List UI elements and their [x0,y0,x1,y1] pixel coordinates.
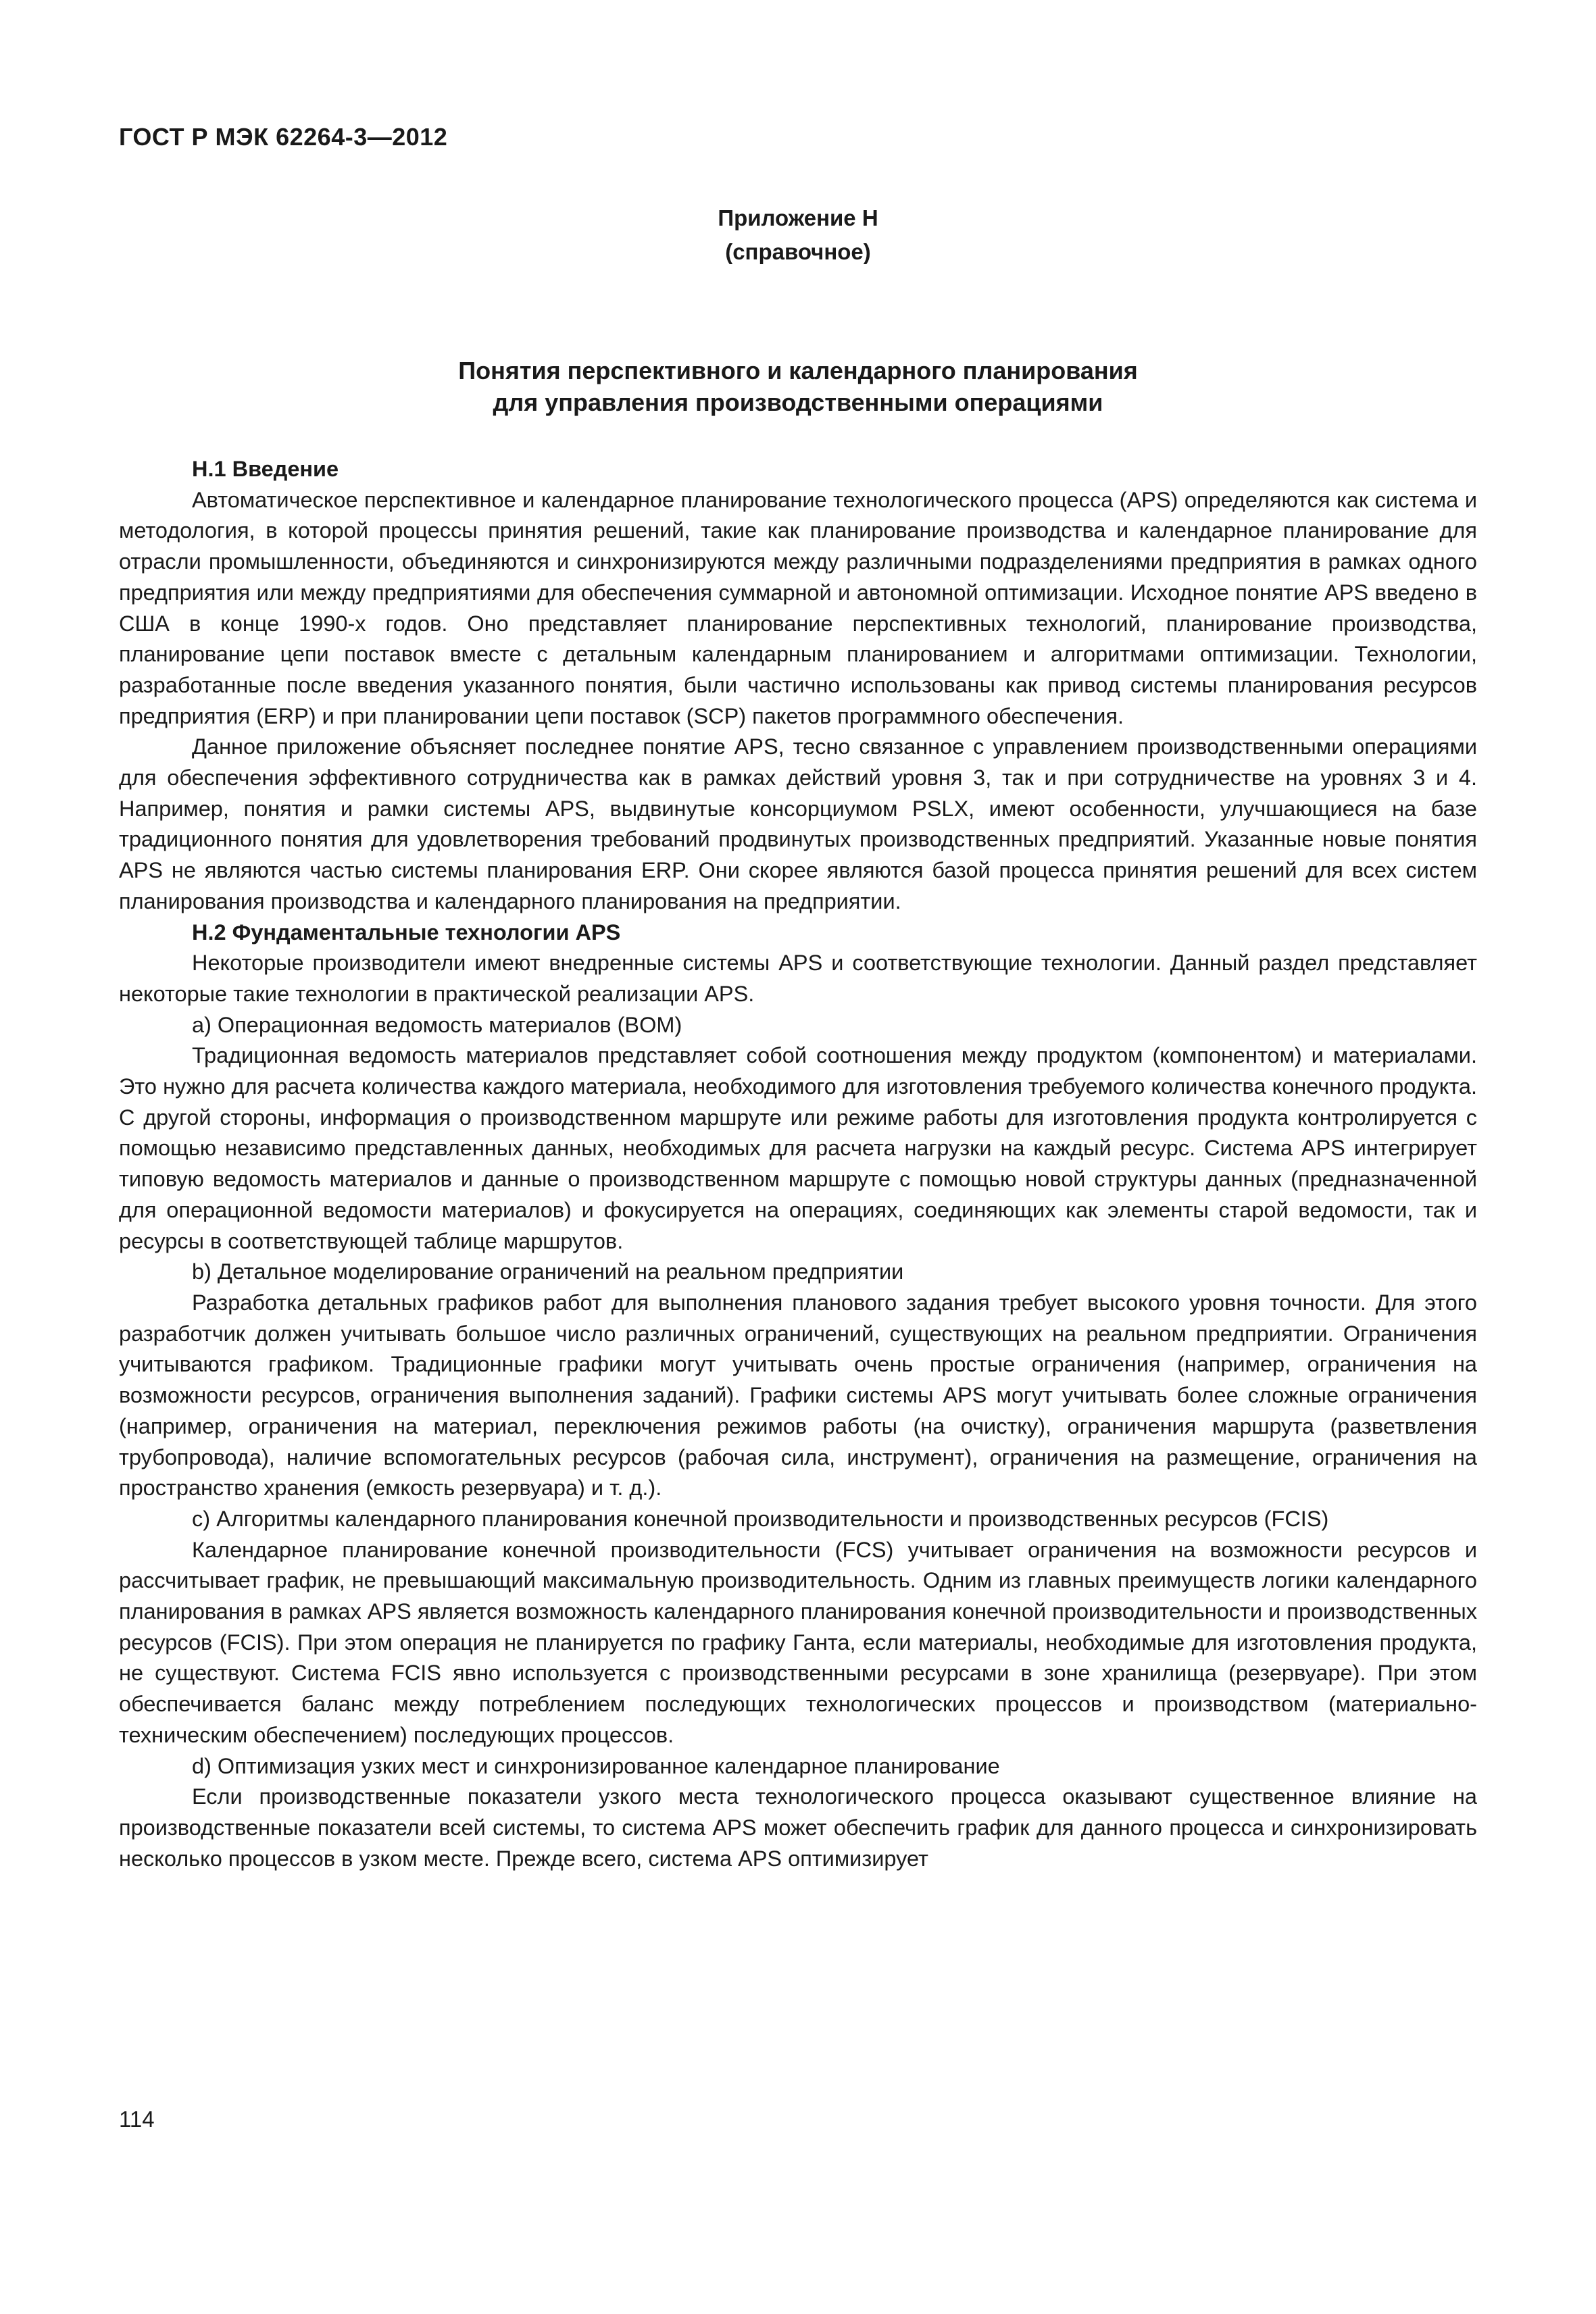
title-line-1: Понятия перспективного и календарного планирования [458,357,1138,384]
subsection-heading: Н.2 Фундаментальные технологии APS [192,920,621,945]
list-item-heading: d) Оптимизация узких мест и синхронизированное календарное планирование [192,1753,1000,1778]
paragraph: Данное приложение объясняет последнее понятие APS, тесно связанное с управлением производственными операциями для обеспечения эффективного сотрудничества как в рамках действий уровня 3, так и при сотрудничестве на уровнях 3 и 4. Например, понятия и рамки системы APS, выдвинутые консорциумом PSLX, имеют особенности, улучшающиеся на базе традиционного понятия для удовлетворения требований продвинутых производственных предприятий. Указанные новые понятия APS не являются частью системы планирования ERP. Они скорее являются базой процесса принятия решений для всех систем планирования производства и календарного планирования на предприятии. [119,734,1477,913]
annex-heading [0,201,1596,269]
list-item-heading: b) Детальное моделирование ограничений на реальном предприятии [192,1259,904,1284]
paragraph: Разработка детальных графиков работ для выполнения планового задания требует высокого уровня точности. Для этого разработчик должен учитывать большое число различных ограничений, существующих на реальном предприятии. Ограничения учитываются графиком. Традиционные графики могут учитывать очень простые ограничения (например, ограничения на возможности ресурсов, ограничения выполнения заданий). Графики системы APS могут учитывать более сложные ограничения (например, ограничения на материал, переключения режимов работы (на очистку), ограничения маршрута (разветвления трубопровода), наличие вспомогательных ресурсов (рабочая сила, инструмент), ограничения на размещение, ограничения на пространство хранения (емкость резервуара) и т. д.). [119,1290,1477,1501]
document-code: ГОСТ Р МЭК 62264-3—2012 [119,123,448,151]
annex-label: Приложение Н [718,205,878,230]
paragraph: Некоторые производители имеют внедренные системы APS и соответствующие технологии. Данный раздел представляет некоторые такие технологии в практической реализации APS. [119,951,1477,1006]
paragraph: Календарное планирование конечной производительности (FCS) учитывает ограничения на возможности ресурсов и рассчитывает график, не превышающий максимальную производительность. Одним из главных преимуществ логики календарного планирования в рамках APS является возможность календарного планирования конечной производительности и производственных ресурсов (FCIS). При этом операция не планируется по графику Ганта, если материалы, необходимые для изготовления продукта, не существуют. Система FCIS явно используется с производственными ресурсами в зоне хранилища (резервуаре). При этом обеспечивается баланс между потреблением последующих технологических процессов и производством (материально-техническим обеспечением) последующих процессов. [119,1537,1477,1747]
body-text [119,454,1477,1874]
section-title [0,355,1596,418]
paragraph: Если производственные показатели узкого места технологического процесса оказывают существенное влияние на производственные показатели всей системы, то система APS может обеспечить график для данного процесса и синхронизировать несколько процессов в узком месте. Прежде всего, система APS оптимизирует [119,1784,1477,1871]
list-item-heading: c) Алгоритмы календарного планирования конечной производительности и производственных ресурсов (FCIS) [192,1506,1329,1531]
annex-status: (справочное) [725,239,871,264]
title-line-2: для управления производственными операциями [493,388,1103,416]
list-item-heading: a) Операционная ведомость материалов (BOM) [192,1012,682,1037]
paragraph: Автоматическое перспективное и календарное планирование технологического процесса (APS) определяются как система и методология, в которой процессы принятия решений, такие как планирование производства и календарное планирование для отрасли промышленности, объединяются и синхронизируются между различными подразделениями предприятия в рамках одного предприятия или между предприятиями для обеспечения суммарной и автономной оптимизации. Исходное понятие APS введено в США в конце 1990-х годов. Оно представляет планирование перспективных технологий, планирование производства, планирование цепи поставок вместе с детальным календарным планированием и алгоритмами оптимизации. Технологии, разработанные после введения указанного понятия, были частично использованы как привод системы планирования ресурсов предприятия (ERP) и при планировании цепи поставок (SCP) пакетов программного обеспечения. [119,487,1477,728]
subsection-heading: Н.1 Введение [192,457,339,481]
paragraph: Традиционная ведомость материалов представляет собой соотношения между продуктом (компонентом) и материалами. Это нужно для расчета количества каждого материала, необходимого для изготовления требуемого количества конечного продукта. С другой стороны, информация о производственном маршруте или режиме работы для изготовления продукта контролируется с помощью независимо представленных данных, необходимых для расчета нагрузки на каждый ресурс. Система APS интегрирует типовую ведомость материалов и данные о производственном маршруте с помощью новой структуры данных (предназначенной для операционной ведомости материалов) и фокусируется на операциях, соединяющих как элементы старой ведомости, так и ресурсы в соответствующей таблице маршрутов. [119,1043,1477,1253]
page-number: 114 [119,2107,155,2132]
